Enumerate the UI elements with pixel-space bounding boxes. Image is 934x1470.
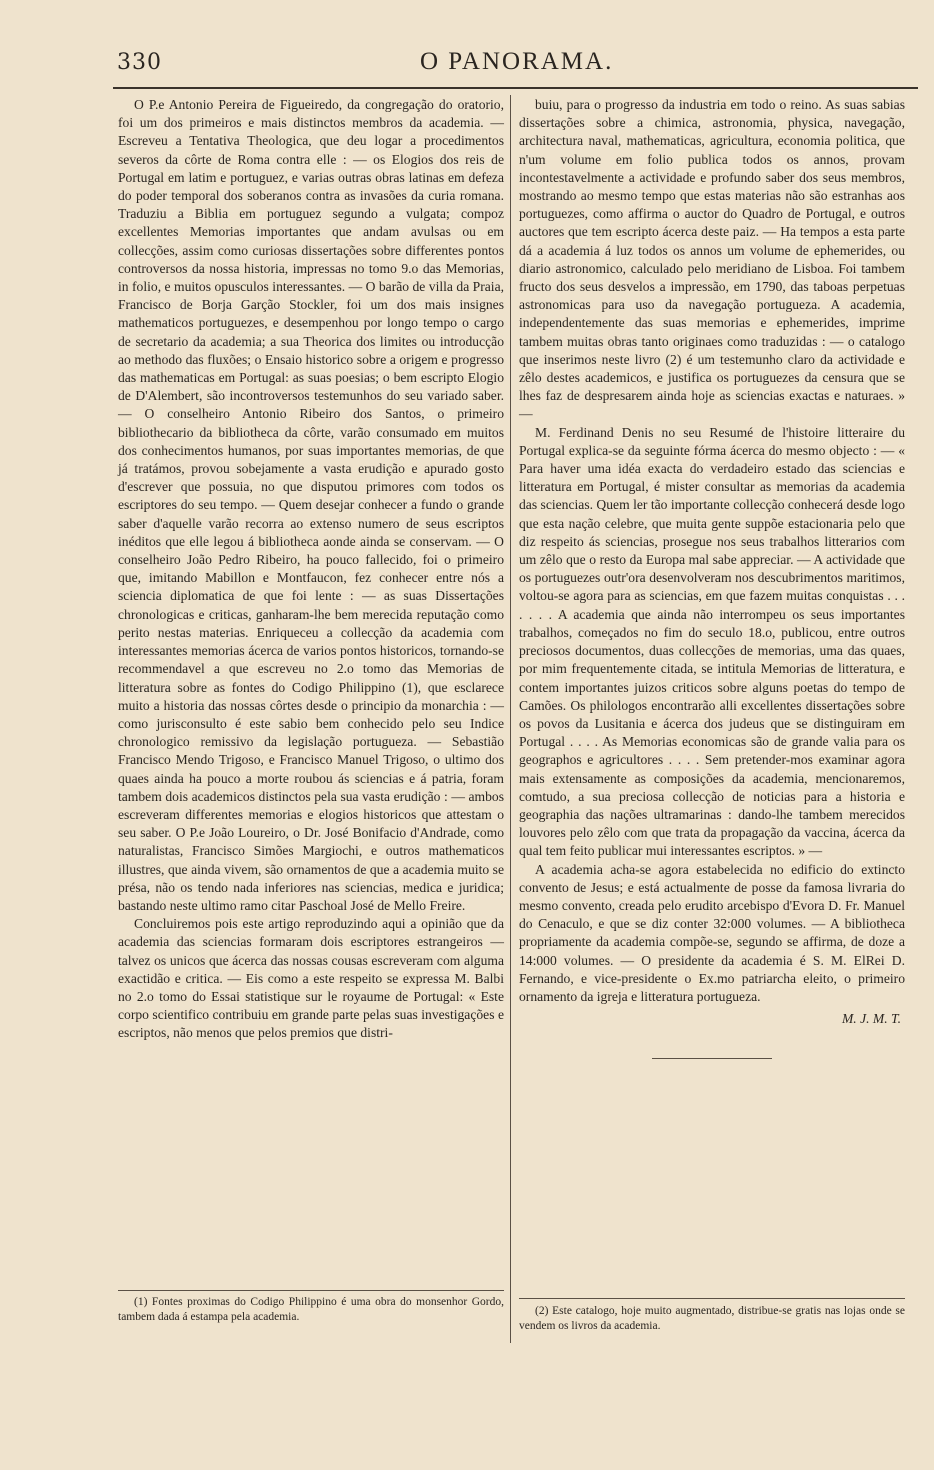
author-signature: M. J. M. T. — [841, 1011, 901, 1027]
footnote-left — [118, 1295, 504, 1324]
paragraph: Concluiremos pois este artigo reproduzindo aqui a opinião que da academia das sciencias formaram dois escriptores estrangeiros — talvez os unicos que ácerca das nossas cousas escreveram com alguma exactidão e critica. — Eis como a este respeito se expressa M. Balbi no 2.o tomo do Essai statistique sur le royaume de Portugal: « Este corpo scientifico contribuiu em grande parte pelas suas investigações e escriptos, não menos que pelos premios que distri- — [118, 916, 504, 1041]
footnote-right — [519, 1304, 905, 1333]
column-divider — [510, 95, 511, 1343]
left-column — [118, 96, 504, 1043]
footnote-rule — [118, 1290, 504, 1291]
paragraph: M. Ferdinand Denis no seu Resumé de l'histoire litteraire du Portugal explica-se da seguinte fórma ácerca do mesmo objecto : — « Para haver uma idéa exacta do verdadeiro estado das sciencias e litteratura em Portugal, é mister consultar as memorias da academia das sciencias. Quem ler tão importante collecção conhecerá desde logo que esta nação celebre, que muita gente suppõe estacionaria pelo que diz respeito ás sciencias, prosegue nos seus trabalhos litterarios com um zêlo que o resto da Europa mal sabe appreciar. — A actividade que os portuguezes outr'ora desenvolveram nos descubrimentos maritimos, voltou-se agora para as sciencias, em que fazem muitas conquistas . . . . . . . A academia que ainda não interrompeu os seus importantes trabalhos, começados no fim do seculo 18.o, publicou, entre outros preciosos documentos, duas collecções de memorias, uma das quaes, por mim frequentemente citada, se intitula Memorias de litteratura, e contem importantes juizos criticos sobre alguns poetas do tempo de Camões. Os philologos encontrarão alli excellentes dissertações sobre os povos da Lusitania e ácerca dos judeus que se distinguiram em Portugal . . . . As Memorias economicas são de grande valia para os geographos e agricultores . . . . Sem pretender-mos examinar agora mais extensamente as composições da academia, mencionaremos, comtudo, a sua preciosa collecção de noticias para a historia e geographia das nações ultramarinas : dando-lhe tambem merecidos louvores pelo zêlo com que trata da propagação da vaccina, ácerca da qual tem feito publicar mui interessantes escriptos. » — — [519, 424, 905, 859]
header-rule — [113, 87, 918, 89]
footnote-text: (2) Este catalogo, hoje muito augmentado, distribue-se gratis nas lojas onde se vendem os livros da academia. — [519, 1305, 905, 1332]
paragraph: O P.e Antonio Pereira de Figueiredo, da congregação do oratorio, foi um dos primeiros e mais distinctos membros da academia. — Escreveu a Tentativa Theologica, que deu logar a procedimentos severos da côrte de Roma contra elle : — os Elogios dos reis de Portugal em latim e portuguez, e varias outras obras latinas em defeza do poder temporal dos soberanos contra as invasões da curia romana. Traduziu a Biblia em portuguez segundo a vulgata; compoz excellentes Memorias importantes que andam avulsas ou em collecções, assim como curiosas dissertações sobre differentes pontos controversos da nossa historia, impressas no tomo 9.o das Memorias, in folio, e muitos opusculos interessantes. — O barão de villa da Praia, Francisco de Borja Garção Stockler, foi um dos mais insignes mathematicos portuguezes, e desempenhou por longo tempo o cargo de secretario da academia; a sua Theorica dos limites ou introducção ao methodo das fluxões; o Ensaio historico sobre a origem e progresso das mathematicas em Portugal: as suas poesias; o bem escripto Elogio de D'Alembert, são incontroversos testemunhos do seu variado saber. — O conselheiro Antonio Ribeiro dos Santos, o primeiro bibliothecario da bibliotheca da côrte, varão consumado em muitos dos conhecimentos humanos, por suas importantes memorias, de que já tratámos, provou sobejamente a vasta erudição e apurado gosto d'escrever que possuia, no que disputou primores com todos os escriptores do seu tempo. — Quem desejar conhecer a fundo o grande saber d'aquelle varão recorra ao extenso numero de seus escriptos inéditos que elle legou á bibliotheca aonde ainda se conservam. — O conselheiro João Pedro Ribeiro, ha pouco fallecido, foi o primeiro que, imitando Mabillon e Montfaucon, fez conhecer entre nós a sciencia diplomatica de que foi lente : — as suas Dissertações chronologicas e criticas, ganharam-lhe bem merecida reputação como perito nestas materias. Enriqueceu a collecção da academia com interessantes memorias ácerca de varios pontos historicos, tornando-se recommendavel a que escreveu no 2.o tomo das Memorias de litteratura sobre as fontes do Codigo Philippino (1), que esclarece muito a historia das nossas côrtes desde o principio da monarchia : — como jurisconsulto é este sabio bem conhecido pelo seu Indice chronologico remissivo da legislação portugueza. — Sebastião Francisco Mendo Trigoso, e Francisco Manuel Trigoso, o ultimo dos quaes ainda ha pouco a morte roubou ás sciencias e á patria, foram tambem dois academicos distinctos pela sua vasta erudição : — ambos escreveram differentes memorias e elogios historicos que attestam o seu saber. O P.e João Loureiro, o Dr. José Bonifacio d'Andrade, como naturalistas, Francisco Simões Margiochi, e outros mathematicos illustres, que ainda vivem, são ornamentos de que a academia muito se présa, não os tendo nada inferiores nas sciencias, medica e juridica; bastando neste ultimo ramo citar Paschoal José de Mello Freire. — [118, 97, 504, 913]
paragraph: A academia acha-se agora estabelecida no edificio do extincto convento de Jesus; e está actualmente de posse da famosa livraria do mesmo convento, creada pelo erudito arcebispo d'Evora D. Fr. Manuel do Cenaculo, e que se diz conter 32:000 volumes. — A bibliotheca propriamente da academia compõe-se, segundo se affirma, de doze a 14:000 volumes. — O presidente da academia é S. M. ElRei D. Fernando, e vice-presidente o Ex.mo patriarcha eleito, o primeiro ornamento da igreja e litteratura portugueza. — [519, 861, 905, 1004]
end-rule — [652, 1058, 772, 1059]
page-number: 330 — [117, 50, 162, 75]
footnote-rule — [519, 1298, 905, 1299]
running-head-title: O PANORAMA. — [420, 48, 614, 75]
paragraph: buiu, para o progresso da industria em todo o reino. As suas sabias dissertações sobre a chimica, astronomia, physica, navegação, architectura naval, mathematicas, agricultura, economia politica, que n'um volume em folio publica todos os annos, provam incontestavelmente a actividade e profundo saber dos seus membros, mostrando ao mesmo tempo que estas materias não são estranhas aos portuguezes, como affirma o auctor do Quadro de Portugal, e outros auctores que tem escripto ácerca deste paiz. — Ha tempos a esta parte dá a academia á luz todos os annos um volume de ephemerides, ou diario astronomico, calculado pelo meridiano de Lisboa. Foi tambem fructo dos seus desvelos a impressão, em 1790, das taboas perpetuas astronomicas para uso da navegação portugueza. A academia, independentemente das suas memorias e ephemerides, imprime tambem muitas obras tanto originaes como traduzidas : — o catalogo que inserimos neste livro (2) é um testemunho claro da actividade e zêlo destes academicos, e justifica os portuguezes da censura que se lhes faz de despresarem ainda hoje as sciencias exactas e naturaes. » — — [519, 97, 905, 422]
right-column — [519, 96, 905, 1059]
footnote-text: (1) Fontes proximas do Codigo Philippino é uma obra do monsenhor Gordo, tambem dada á estampa pela academia. — [118, 1296, 504, 1323]
